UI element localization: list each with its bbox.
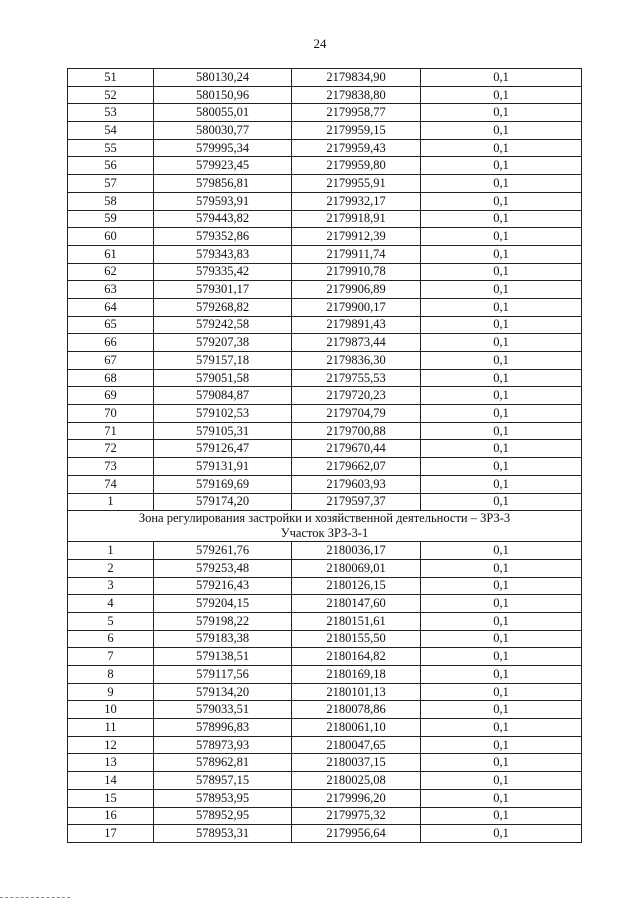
accuracy-cell: 0,1 [421,210,582,228]
point-number-cell: 70 [68,405,154,423]
table-row [68,595,582,613]
accuracy-cell: 0,1 [421,263,582,281]
accuracy-cell: 0,1 [421,754,582,772]
x-coordinate-cell: 579856,81 [154,175,292,193]
section-header-row [68,511,582,542]
y-coordinate-cell: 2179959,43 [292,139,421,157]
x-coordinate-cell: 579995,34 [154,139,292,157]
point-number-cell: 64 [68,298,154,316]
table-row [68,139,582,157]
x-coordinate-cell: 579593,91 [154,192,292,210]
y-coordinate-cell: 2180164,82 [292,648,421,666]
table-row [68,559,582,577]
section-header [68,511,582,542]
table-row [68,334,582,352]
page-number: 24 [313,36,327,51]
table-row [68,369,582,387]
x-coordinate-cell: 578952,95 [154,807,292,825]
x-coordinate-cell: 579242,58 [154,316,292,334]
coordinates-table [67,68,582,843]
x-coordinate-cell: 579131,91 [154,458,292,476]
table-row [68,104,582,122]
table-row [68,69,582,87]
x-coordinate-cell: 579204,15 [154,595,292,613]
x-coordinate-cell: 579169,69 [154,475,292,493]
point-number-cell: 7 [68,648,154,666]
x-coordinate-cell: 579105,31 [154,422,292,440]
x-coordinate-cell: 579126,47 [154,440,292,458]
accuracy-cell: 0,1 [421,559,582,577]
y-coordinate-cell: 2180151,61 [292,612,421,630]
y-coordinate-cell: 2179670,44 [292,440,421,458]
y-coordinate-cell: 2179906,89 [292,281,421,299]
y-coordinate-cell: 2180025,08 [292,772,421,790]
accuracy-cell: 0,1 [421,281,582,299]
y-coordinate-cell: 2179959,15 [292,122,421,140]
x-coordinate-cell: 579261,76 [154,542,292,560]
point-number-cell: 67 [68,352,154,370]
y-coordinate-cell: 2179959,80 [292,157,421,175]
accuracy-cell: 0,1 [421,245,582,263]
table-row [68,422,582,440]
accuracy-cell: 0,1 [421,542,582,560]
accuracy-cell: 0,1 [421,316,582,334]
y-coordinate-cell: 2179955,91 [292,175,421,193]
y-coordinate-cell: 2180155,50 [292,630,421,648]
y-coordinate-cell: 2179911,74 [292,245,421,263]
point-number-cell: 5 [68,612,154,630]
table-row [68,754,582,772]
point-number-cell: 66 [68,334,154,352]
point-number-cell: 72 [68,440,154,458]
y-coordinate-cell: 2179891,43 [292,316,421,334]
x-coordinate-cell: 579084,87 [154,387,292,405]
x-coordinate-cell: 579174,20 [154,493,292,511]
y-coordinate-cell: 2179996,20 [292,789,421,807]
point-number-cell: 60 [68,228,154,246]
x-coordinate-cell: 579207,38 [154,334,292,352]
point-number-cell: 62 [68,263,154,281]
table-row [68,86,582,104]
table-row [68,298,582,316]
accuracy-cell: 0,1 [421,493,582,511]
point-number-cell: 52 [68,86,154,104]
table-row [68,405,582,423]
x-coordinate-cell: 579183,38 [154,630,292,648]
table-row [68,122,582,140]
x-coordinate-cell: 579117,56 [154,666,292,684]
y-coordinate-cell: 2180101,13 [292,683,421,701]
point-number-cell: 8 [68,666,154,684]
point-number-cell: 55 [68,139,154,157]
table-row [68,736,582,754]
table-row [68,352,582,370]
table-row [68,719,582,737]
point-number-cell: 13 [68,754,154,772]
accuracy-cell: 0,1 [421,595,582,613]
x-coordinate-cell: 579352,86 [154,228,292,246]
accuracy-cell: 0,1 [421,104,582,122]
table-row [68,387,582,405]
accuracy-cell: 0,1 [421,736,582,754]
y-coordinate-cell: 2179704,79 [292,405,421,423]
accuracy-cell: 0,1 [421,122,582,140]
plot-title: Участок ЗРЗ-3-1 [280,526,369,541]
point-number-cell: 12 [68,736,154,754]
y-coordinate-cell: 2179918,91 [292,210,421,228]
y-coordinate-cell: 2179912,39 [292,228,421,246]
x-coordinate-cell: 579138,51 [154,648,292,666]
point-number-cell: 63 [68,281,154,299]
table-row [68,666,582,684]
point-number-cell: 58 [68,192,154,210]
table-row [68,683,582,701]
x-coordinate-cell: 578962,81 [154,754,292,772]
x-coordinate-cell: 580130,24 [154,69,292,87]
accuracy-cell: 0,1 [421,807,582,825]
accuracy-cell: 0,1 [421,157,582,175]
point-number-cell: 65 [68,316,154,334]
y-coordinate-cell: 2179700,88 [292,422,421,440]
y-coordinate-cell: 2180047,65 [292,736,421,754]
point-number-cell: 14 [68,772,154,790]
accuracy-cell: 0,1 [421,440,582,458]
x-coordinate-cell: 579033,51 [154,701,292,719]
accuracy-cell: 0,1 [421,192,582,210]
point-number-cell: 69 [68,387,154,405]
point-number-cell: 71 [68,422,154,440]
accuracy-cell: 0,1 [421,789,582,807]
table-row [68,475,582,493]
x-coordinate-cell: 579923,45 [154,157,292,175]
accuracy-cell: 0,1 [421,298,582,316]
table-row [68,175,582,193]
point-number-cell: 15 [68,789,154,807]
point-number-cell: 11 [68,719,154,737]
table-row [68,542,582,560]
y-coordinate-cell: 2180037,15 [292,754,421,772]
point-number-cell: 4 [68,595,154,613]
accuracy-cell: 0,1 [421,228,582,246]
point-number-cell: 1 [68,542,154,560]
accuracy-cell: 0,1 [421,475,582,493]
y-coordinate-cell: 2180036,17 [292,542,421,560]
table-row [68,772,582,790]
point-number-cell: 3 [68,577,154,595]
table-row [68,789,582,807]
accuracy-cell: 0,1 [421,577,582,595]
point-number-cell: 51 [68,69,154,87]
zone-title: Зона регулирования застройки и хозяйственной деятельности – ЗРЗ-3 [138,511,511,526]
accuracy-cell: 0,1 [421,719,582,737]
y-coordinate-cell: 2180147,60 [292,595,421,613]
accuracy-cell: 0,1 [421,648,582,666]
x-coordinate-cell: 579157,18 [154,352,292,370]
x-coordinate-cell: 579301,17 [154,281,292,299]
y-coordinate-cell: 2179603,93 [292,475,421,493]
y-coordinate-cell: 2179597,37 [292,493,421,511]
accuracy-cell: 0,1 [421,612,582,630]
x-coordinate-cell: 579198,22 [154,612,292,630]
footer-dashed-line [0,897,70,898]
accuracy-cell: 0,1 [421,772,582,790]
point-number-cell: 2 [68,559,154,577]
table-row [68,648,582,666]
table-row [68,210,582,228]
table-row [68,612,582,630]
y-coordinate-cell: 2179662,07 [292,458,421,476]
accuracy-cell: 0,1 [421,69,582,87]
point-number-cell: 10 [68,701,154,719]
y-coordinate-cell: 2179838,80 [292,86,421,104]
x-coordinate-cell: 580055,01 [154,104,292,122]
table-row [68,157,582,175]
point-number-cell: 16 [68,807,154,825]
point-number-cell: 54 [68,122,154,140]
table-row [68,825,582,843]
x-coordinate-cell: 580030,77 [154,122,292,140]
accuracy-cell: 0,1 [421,139,582,157]
point-number-cell: 57 [68,175,154,193]
y-coordinate-cell: 2179900,17 [292,298,421,316]
point-number-cell: 9 [68,683,154,701]
point-number-cell: 73 [68,458,154,476]
table-row [68,440,582,458]
table-row [68,192,582,210]
y-coordinate-cell: 2179956,64 [292,825,421,843]
x-coordinate-cell: 579343,83 [154,245,292,263]
accuracy-cell: 0,1 [421,422,582,440]
y-coordinate-cell: 2179836,30 [292,352,421,370]
coordinates-table-part-a [68,69,582,511]
y-coordinate-cell: 2179873,44 [292,334,421,352]
accuracy-cell: 0,1 [421,369,582,387]
table-row [68,807,582,825]
table-row [68,263,582,281]
accuracy-cell: 0,1 [421,352,582,370]
x-coordinate-cell: 578957,15 [154,772,292,790]
x-coordinate-cell: 579051,58 [154,369,292,387]
y-coordinate-cell: 2179975,32 [292,807,421,825]
accuracy-cell: 0,1 [421,666,582,684]
accuracy-cell: 0,1 [421,405,582,423]
x-coordinate-cell: 578973,93 [154,736,292,754]
x-coordinate-cell: 579268,82 [154,298,292,316]
x-coordinate-cell: 578953,95 [154,789,292,807]
table-row [68,458,582,476]
table-row [68,701,582,719]
x-coordinate-cell: 579335,42 [154,263,292,281]
x-coordinate-cell: 579216,43 [154,577,292,595]
x-coordinate-cell: 579253,48 [154,559,292,577]
x-coordinate-cell: 580150,96 [154,86,292,104]
point-number-cell: 61 [68,245,154,263]
point-number-cell: 74 [68,475,154,493]
x-coordinate-cell: 579102,53 [154,405,292,423]
y-coordinate-cell: 2180126,15 [292,577,421,595]
point-number-cell: 1 [68,493,154,511]
table-row [68,316,582,334]
table-row [68,245,582,263]
accuracy-cell: 0,1 [421,86,582,104]
x-coordinate-cell: 578996,83 [154,719,292,737]
section-header-cell [68,511,582,542]
point-number-cell: 6 [68,630,154,648]
accuracy-cell: 0,1 [421,683,582,701]
y-coordinate-cell: 2180069,01 [292,559,421,577]
table-row [68,577,582,595]
point-number-cell: 17 [68,825,154,843]
y-coordinate-cell: 2180169,18 [292,666,421,684]
point-number-cell: 59 [68,210,154,228]
y-coordinate-cell: 2180078,86 [292,701,421,719]
coordinates-table-part-b [68,542,582,843]
point-number-cell: 56 [68,157,154,175]
y-coordinate-cell: 2179834,90 [292,69,421,87]
table-row [68,281,582,299]
accuracy-cell: 0,1 [421,387,582,405]
x-coordinate-cell: 578953,31 [154,825,292,843]
accuracy-cell: 0,1 [421,458,582,476]
table-row [68,493,582,511]
table-row [68,228,582,246]
point-number-cell: 68 [68,369,154,387]
accuracy-cell: 0,1 [421,825,582,843]
x-coordinate-cell: 579134,20 [154,683,292,701]
accuracy-cell: 0,1 [421,701,582,719]
y-coordinate-cell: 2179720,23 [292,387,421,405]
y-coordinate-cell: 2179932,17 [292,192,421,210]
y-coordinate-cell: 2179755,53 [292,369,421,387]
x-coordinate-cell: 579443,82 [154,210,292,228]
table-row [68,630,582,648]
y-coordinate-cell: 2179958,77 [292,104,421,122]
point-number-cell: 53 [68,104,154,122]
accuracy-cell: 0,1 [421,334,582,352]
accuracy-cell: 0,1 [421,630,582,648]
y-coordinate-cell: 2180061,10 [292,719,421,737]
accuracy-cell: 0,1 [421,175,582,193]
y-coordinate-cell: 2179910,78 [292,263,421,281]
